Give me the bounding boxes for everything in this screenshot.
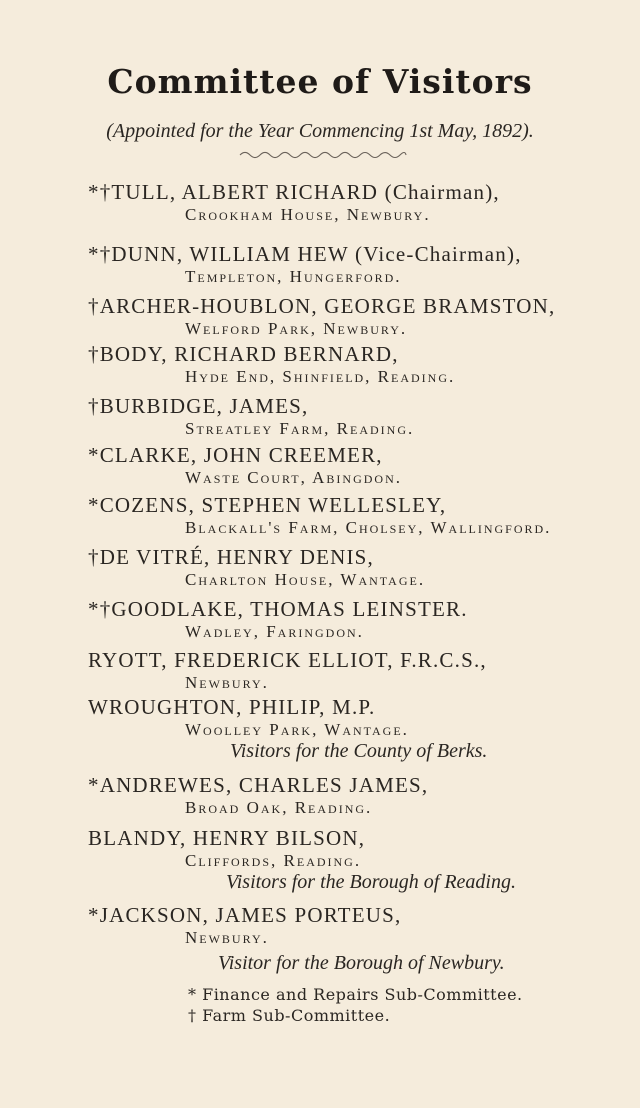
list-item xyxy=(88,242,628,288)
list-item xyxy=(88,903,628,949)
list-item xyxy=(88,648,628,694)
list-item xyxy=(88,826,628,872)
wavy-rule-ornament xyxy=(238,148,408,162)
member-address: Woolley Park, Wantage. xyxy=(185,720,409,739)
list-item xyxy=(88,597,628,643)
member-address: Charlton House, Wantage. xyxy=(185,570,426,589)
section-note-berks: Visitors for the County of Berks. xyxy=(230,740,488,762)
member-name: †BODY, RICHARD BERNARD, xyxy=(88,342,399,366)
member-address: Waste Court, Abingdon. xyxy=(185,468,402,487)
list-item xyxy=(88,180,628,226)
member-name: *ANDREWES, CHARLES JAMES, xyxy=(88,773,429,797)
list-item xyxy=(88,394,628,440)
member-name: BLANDY, HENRY BILSON, xyxy=(88,826,366,850)
member-address: Wadley, Faringdon. xyxy=(185,622,364,641)
member-address: Welford Park, Newbury. xyxy=(185,319,408,338)
list-item xyxy=(88,493,628,539)
member-name: †DE VITRÉ, HENRY DENIS, xyxy=(88,545,375,569)
member-name: WROUGHTON, PHILIP, M.P. xyxy=(88,695,376,719)
member-name: *†TULL, ALBERT RICHARD (Chairman), xyxy=(88,180,500,204)
member-name: *†GOODLAKE, THOMAS LEINSTER. xyxy=(88,597,468,621)
list-item xyxy=(88,443,628,489)
page-subtitle: (Appointed for the Year Commencing 1st May, 1892). xyxy=(106,120,534,142)
member-address: Newbury. xyxy=(185,928,269,947)
member-name: *COZENS, STEPHEN WELLESLEY, xyxy=(88,493,447,517)
page-title: Committee of Visitors xyxy=(107,62,533,101)
member-name: †ARCHER-HOUBLON, GEORGE BRAMSTON, xyxy=(88,294,556,318)
member-address: Broad Oak, Reading. xyxy=(185,798,373,817)
member-address: Newbury. xyxy=(185,673,269,692)
member-address: Templeton, Hungerford. xyxy=(185,267,402,286)
list-item xyxy=(88,545,628,591)
list-item xyxy=(88,294,628,340)
member-name: RYOTT, FREDERICK ELLIOT, F.R.C.S., xyxy=(88,648,487,672)
list-item xyxy=(88,773,628,819)
member-address: Blackall's Farm, Cholsey, Wallingford. xyxy=(185,518,552,537)
list-item xyxy=(88,695,628,741)
member-address: Hyde End, Shinfield, Reading. xyxy=(185,367,456,386)
section-note-newbury: Visitor for the Borough of Newbury. xyxy=(218,952,505,974)
footnote-finance: * Finance and Repairs Sub-Committee. xyxy=(188,985,523,1004)
member-name: *JACKSON, JAMES PORTEUS, xyxy=(88,903,402,927)
member-name: †BURBIDGE, JAMES, xyxy=(88,394,309,418)
list-item xyxy=(88,342,628,388)
member-address: Streatley Farm, Reading. xyxy=(185,419,415,438)
section-note-reading: Visitors for the Borough of Reading. xyxy=(226,871,516,893)
member-name: *CLARKE, JOHN CREEMER, xyxy=(88,443,383,467)
member-name: *†DUNN, WILLIAM HEW (Vice-Chairman), xyxy=(88,242,522,266)
footnote-farm: † Farm Sub-Committee. xyxy=(188,1006,391,1025)
member-address: Cliffords, Reading. xyxy=(185,851,362,870)
member-address: Crookham House, Newbury. xyxy=(185,205,431,224)
